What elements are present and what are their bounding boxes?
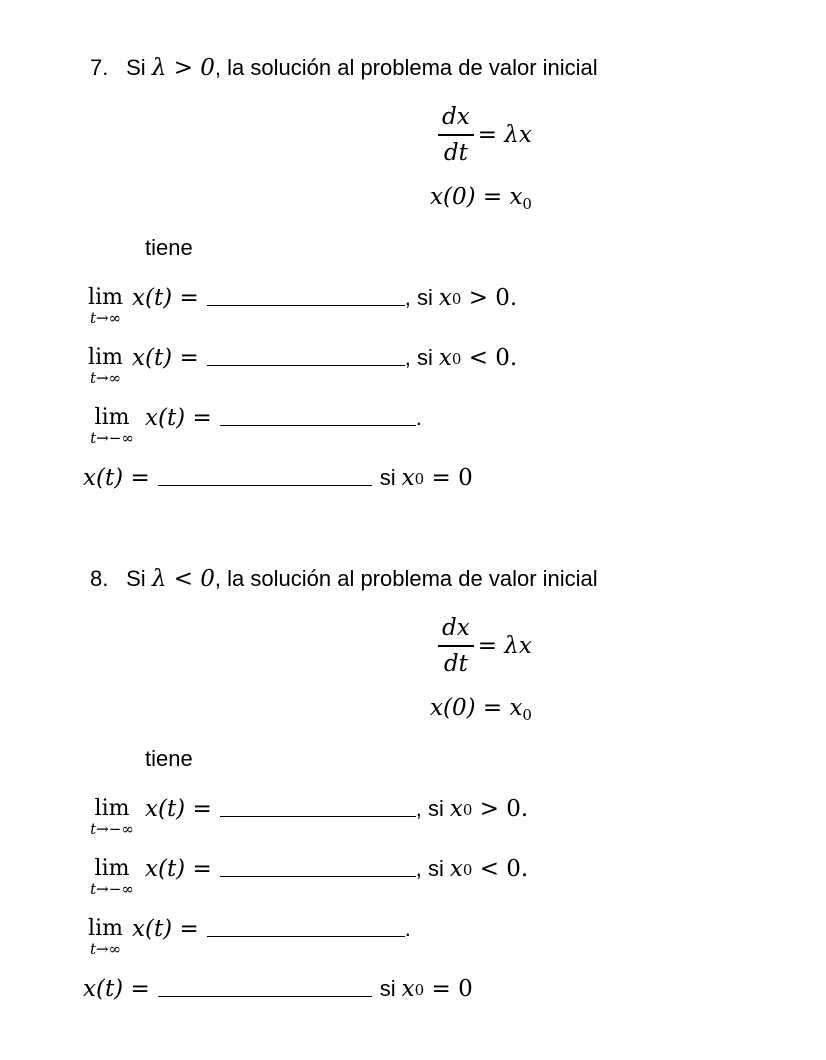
lim-word: lim bbox=[88, 916, 123, 941]
final-condition-rest: = 0 bbox=[424, 976, 473, 1002]
lim-subscript: t→−∞ bbox=[90, 820, 134, 838]
condition-rest: < 0. bbox=[472, 856, 529, 882]
limit-operator bbox=[83, 916, 128, 956]
lim-subscript: t→−∞ bbox=[90, 429, 134, 447]
initial-condition-subscript: 0 bbox=[522, 706, 532, 724]
limit-tail: , si bbox=[404, 285, 433, 310]
limit-operator bbox=[83, 285, 128, 325]
condition-rest: < 0. bbox=[461, 345, 518, 371]
limit-lhs: x(t) = bbox=[145, 796, 212, 822]
answer-blank[interactable] bbox=[158, 976, 372, 997]
final-condition-var: x bbox=[401, 465, 415, 491]
limit-operator bbox=[83, 856, 141, 896]
initial-condition bbox=[430, 184, 532, 213]
problem-7-heading bbox=[90, 55, 598, 81]
lim-subscript: t→∞ bbox=[89, 309, 122, 327]
intro-text: , la solución al problema de valor inicial bbox=[214, 55, 598, 80]
lim-subscript: t→∞ bbox=[89, 369, 122, 387]
limit-line: lim t→−∞ x(t) = , si x 0 > 0. bbox=[83, 796, 528, 836]
limit-line: lim t→∞ x(t) = , si x 0 < 0. bbox=[83, 345, 517, 385]
limit-operator bbox=[83, 796, 141, 836]
lim-word: lim bbox=[94, 405, 130, 430]
answer-blank[interactable] bbox=[207, 345, 405, 366]
condition-rest: > 0. bbox=[461, 285, 518, 311]
limit-operator bbox=[83, 345, 128, 385]
initial-condition bbox=[430, 695, 532, 724]
zero-case-line: x(t) = si x 0 = 0 bbox=[83, 465, 473, 491]
fraction-numerator: dx bbox=[438, 100, 474, 136]
condition-rest: > 0. bbox=[472, 796, 529, 822]
intro-text: , la solución al problema de valor inicial bbox=[214, 566, 598, 591]
problem-number: 7. bbox=[90, 55, 109, 80]
limit-line bbox=[83, 405, 422, 445]
limit-tail: . bbox=[404, 916, 411, 941]
limit-tail: , si bbox=[415, 796, 444, 821]
fraction-denominator: dt bbox=[443, 140, 468, 166]
initial-condition-subscript: 0 bbox=[522, 195, 532, 213]
final-condition-rest: = 0 bbox=[424, 465, 473, 491]
fraction-numerator: dx bbox=[438, 611, 474, 647]
lim-subscript: t→∞ bbox=[89, 940, 122, 958]
derivative-fraction bbox=[438, 611, 474, 681]
equation-rhs: = λx bbox=[477, 633, 532, 659]
answer-blank[interactable] bbox=[158, 465, 372, 486]
equation-rhs: = λx bbox=[477, 122, 532, 148]
intro-si: Si bbox=[126, 566, 146, 591]
differential-equation bbox=[438, 611, 532, 681]
condition-var: x bbox=[438, 285, 452, 311]
limit-lhs: x(t) = bbox=[145, 405, 212, 431]
answer-blank[interactable] bbox=[207, 285, 405, 306]
answer-blank[interactable] bbox=[220, 796, 416, 817]
answer-blank[interactable] bbox=[220, 405, 416, 426]
lim-word: lim bbox=[88, 345, 123, 370]
lambda-condition: λ < 0 bbox=[151, 566, 215, 592]
condition-var: x bbox=[449, 856, 463, 882]
tiene-label: tiene bbox=[145, 746, 193, 771]
limit-line: lim t→∞ x(t) = , si x 0 > 0. bbox=[83, 285, 517, 325]
condition-var: x bbox=[438, 345, 452, 371]
condition-var: x bbox=[449, 796, 463, 822]
problem-8-heading bbox=[90, 566, 598, 592]
differential-equation bbox=[438, 100, 532, 170]
limit-tail: , si bbox=[415, 856, 444, 881]
final-si: si bbox=[379, 976, 396, 1001]
answer-blank[interactable] bbox=[207, 916, 405, 937]
tiene-label: tiene bbox=[145, 235, 193, 260]
limit-lhs: x(t) = bbox=[145, 856, 212, 882]
lambda-condition: λ > 0 bbox=[151, 55, 215, 81]
initial-condition-lhs: x(0) = x bbox=[430, 695, 523, 721]
limit-line: lim t→−∞ x(t) = , si x 0 < 0. bbox=[83, 856, 528, 896]
zero-case-line: x(t) = si x 0 = 0 bbox=[83, 976, 473, 1002]
fraction-denominator: dt bbox=[443, 651, 468, 677]
final-si: si bbox=[379, 465, 396, 490]
limit-lhs: x(t) = bbox=[132, 285, 199, 311]
final-lhs: x(t) = bbox=[83, 465, 150, 491]
limit-tail: , si bbox=[404, 345, 433, 370]
final-condition-var: x bbox=[401, 976, 415, 1002]
lim-word: lim bbox=[94, 796, 130, 821]
intro-si: Si bbox=[126, 55, 146, 80]
final-lhs: x(t) = bbox=[83, 976, 150, 1002]
lim-subscript: t→−∞ bbox=[90, 880, 134, 898]
limit-line bbox=[83, 916, 411, 956]
limit-operator bbox=[83, 405, 141, 445]
lim-word: lim bbox=[88, 285, 123, 310]
derivative-fraction bbox=[438, 100, 474, 170]
lim-word: lim bbox=[94, 856, 130, 881]
limit-lhs: x(t) = bbox=[132, 916, 199, 942]
initial-condition-lhs: x(0) = x bbox=[430, 184, 523, 210]
limit-lhs: x(t) = bbox=[132, 345, 199, 371]
problem-number: 8. bbox=[90, 566, 109, 591]
limit-tail: . bbox=[415, 405, 422, 430]
answer-blank[interactable] bbox=[220, 856, 416, 877]
